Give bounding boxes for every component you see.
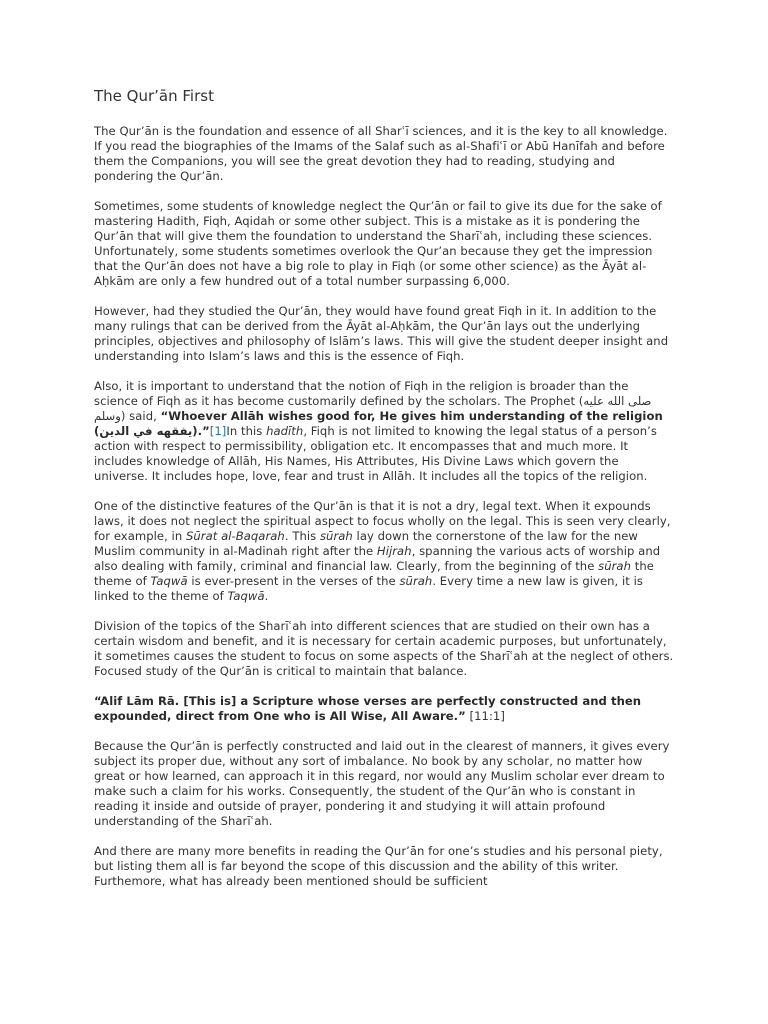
surah-term: sūrah bbox=[319, 529, 353, 543]
surah-term: sūrah bbox=[399, 574, 433, 588]
page-title: The Qur’ān First bbox=[94, 87, 214, 105]
p5-text-d: , spanning the various acts of worship and also dealing with family, criminal and financial law. Clearly, from the beginning of the bbox=[94, 544, 661, 573]
hadith-term: hadīth bbox=[266, 424, 304, 438]
p5-text-b: . This bbox=[284, 529, 320, 543]
taqwa-term: Taqwā bbox=[227, 589, 265, 603]
paragraph-4 bbox=[94, 379, 674, 484]
p5-text-h: . bbox=[264, 589, 269, 603]
surah-term: sūrah bbox=[598, 559, 631, 573]
paragraph-6: Division of the topics of the Sharīʿah into different sciences that are studied on their own has a certain wisdom and benefit, and it is necessary for certain academic purposes, but unfortunately, it sometimes causes the student to focus on some aspects of the Sharīʿah at the neglect of others. Focused study of the Qur’ān is critical to maintain that balance. bbox=[94, 619, 674, 678]
p4-text-b: In this bbox=[226, 424, 267, 438]
taqwa-term: Taqwā bbox=[150, 574, 188, 588]
paragraph-8: Because the Qur’ān is perfectly constructed and laid out in the clearest of manners, it gives every subject its proper due, without any sort of imbalance. No book by any scholar, no matter how great or how learned, can approach it in this regard, nor would any Muslim scholar ever dream to make such a claim for his works. Consequently, the student of the Qur’ān who is constant in reading it inside and outside of prayer, pondering it and studying it will attain profound understanding of the Sharīʿah. bbox=[94, 739, 670, 828]
paragraph-5 bbox=[94, 499, 674, 604]
p4-text-a: Also, it is important to understand that the notion of Fiqh in the religion is broader than the science of Fiqh as it has become customarily defined by the scholars. The Prophet (صلى الله عليه وسلم) said, bbox=[94, 379, 652, 423]
verse-quote: “Alif Lām Rā. [This is] a Scripture whose verses are perfectly constructed and then expounded, direct from One who is All Wise, All Aware.” bbox=[94, 694, 642, 723]
hadith-quote: “Whoever Allāh wishes good for, He gives him understanding of the religion (يفقهه في الدين).” bbox=[94, 409, 663, 438]
p4-text-c: , Fiqh is not limited to knowing the legal status of a person’s action with respect to permissibility, obligation etc. It encompasses that and much more. It includes knowledge of Allāh, His Names, His Attributes, His Divine Laws which govern the universe. It includes hope, love, fear and trust in Allāh. It includes all the topics of the religion. bbox=[94, 424, 658, 483]
footnote-ref-1[interactable]: [1] bbox=[209, 424, 227, 438]
paragraph-3: However, had they studied the Qur’ān, they would have found great Fiqh in it. In addition to the many rulings that can be derived from the Āyāt al-Aḥkām, the Qur’ān lays out the underlying principles, objectives and philosophy of Islām’s laws. This will give the student deeper insight and understanding into Islam’s laws and this is the essence of Fiqh. bbox=[94, 304, 669, 363]
surat-name: Sūrat al-Baqarah bbox=[185, 529, 285, 543]
paragraph-7 bbox=[94, 694, 674, 724]
article bbox=[94, 86, 674, 904]
hijrah-term: Hijrah bbox=[376, 544, 412, 558]
p5-text-g: . Every time a new law is given, it is linked to the theme of bbox=[94, 574, 643, 603]
paragraph-1: The Qur’ān is the foundation and essence of all Sharʿī sciences, and it is the key to all knowledge. If you read the biographies of the Imams of the Salaf such as al-Shafiʿī or Abū Hanīfah and before them the Companions, you will see the great devotion they had to reading, studying and pondering the Qur’ān. bbox=[94, 124, 668, 183]
p5-text-e: the theme of bbox=[94, 559, 654, 588]
paragraph-9: And there are many more benefits in reading the Qur’ān for one’s studies and his personal piety, but listing them all is far beyond the scope of this discussion and the ability of this writer. Furthemore, what has already been mentioned should be sufficient bbox=[94, 844, 663, 888]
paragraph-2: Sometimes, some students of knowledge neglect the Qur’ān or fail to give its due for the sake of mastering Hadith, Fiqh, Aqidah or some other subject. This is a mistake as it is pondering the Qur’ān that will give them the foundation to understand the Sharīʿah, including these sciences. Unfortunately, some students sometimes overlook the Qur’an because they get the impression that the Qur’ān does not have a big role to play in Fiqh (or some other science) as the Āyāt al-Aḥkām are only a few hundred out of a total number surpassing 6,000. bbox=[94, 199, 662, 288]
p5-text-c: lay down the cornerstone of the law for the new Muslim community in al-Madinah right after the bbox=[94, 529, 638, 558]
p5-text-a: One of the distinctive features of the Qur’ān is that it is not a dry, legal text. When it expounds laws, it does not neglect the spiritual aspect to focus wholly on the legal. This is seen very clearly, for example, in bbox=[94, 499, 671, 543]
p5-text-f: is ever-present in the verses of the bbox=[187, 574, 400, 588]
verse-ref: [11:1] bbox=[465, 709, 505, 723]
